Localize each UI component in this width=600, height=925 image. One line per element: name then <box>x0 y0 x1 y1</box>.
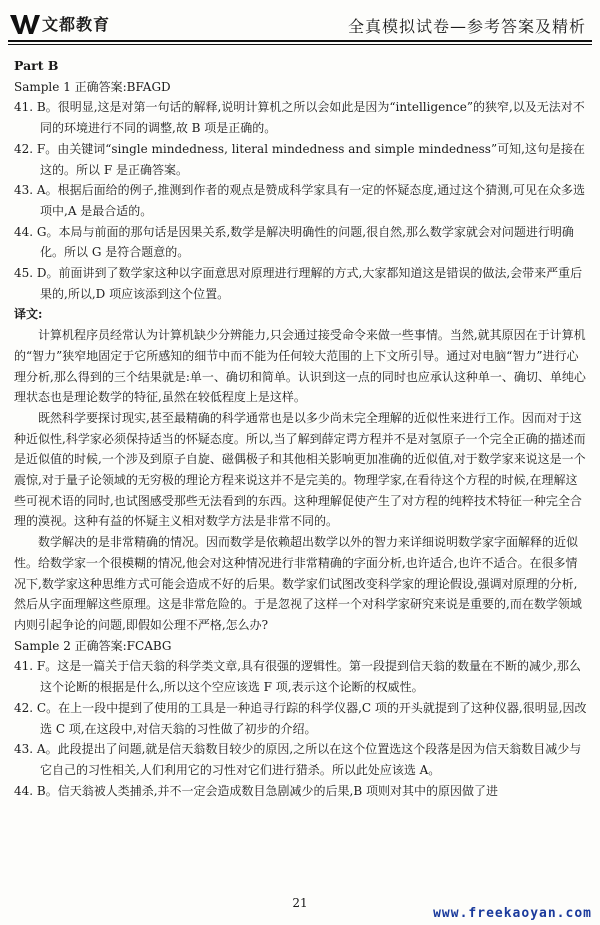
answer-item: 41. B。很明显,这是对第一句话的解释,说明计算机之所以会如此是因为“intelligence”的狭窄,以及无法对不同的环境进行不同的调整,故 B 项是正确的。 <box>14 100 585 136</box>
answer-item: 45. D。前面讲到了数学家这种以字面意思对原理进行理解的方式,大家都知道这是错误的做法,会带来严重后果的,所以,D 项应该添到这个位置。 <box>14 266 583 301</box>
translation-paragraph: 既然科学要探讨现实,甚至最精确的科学通常也是以多少尚未完全理解的近似性来进行工作。因而对于这种近似性,科学家必须保持适当的怀疑态度。所以,当了解到薛定谔方程并不是对氢原子一个完全正确的描述而是近似值的时候,一个涉及到原子自旋、磁偶极子和其他相关影响更加准确的近似值,对于数学家来说这是一个震惊,对于量子论领域的无穷极的理论方程来说这并不是完美的。物理学家,在看待这个方程的时候,在理解这些可视术语的同时,也试图感受那些无法看到的东西。这种理解促使产生了对方程的纯粹技术特征一种完全合理的漠视。这种有益的怀疑主义相对数学方法是非常不同的。 <box>14 410 586 529</box>
answer-item: 41. F。这是一篇关于信天翁的科学类文章,具有很强的逻辑性。第一段提到信天翁的数量在不断的减少,那么这个论断的根据是什么,所以这个空应该选 F 项,表示这个论断的权威性。 <box>14 659 581 695</box>
translation-label: 译文: <box>14 307 43 322</box>
page-header <box>0 0 600 46</box>
answer-item: 43. A。此段提出了问题,就是信天翁数目较少的原因,之所以在这个位置选这个段落是因为信天翁数目减少与它自己的习性相关,人们利用它的习性对它们进行猎杀。所以此处应该选 A。 <box>14 742 582 777</box>
answer-item: 43. A。根据后面给的例子,推测到作者的观点是赞成科学家具有一定的怀疑态度,通过这个猜测,可见在众多选项中,A 是最合适的。 <box>14 183 586 218</box>
part-title: Part B <box>14 58 59 73</box>
wendu-logo-icon <box>10 13 40 35</box>
sample2-answer: Sample 2 正确答案:FCABG <box>14 638 172 653</box>
answer-item: 44. B。信天翁被人类捕杀,并不一定会造成数目急剧减少的后果,B 项则对其中的原因做了进 <box>14 783 498 798</box>
answer-item: 42. C。在上一段中提到了使用的工具是一种追寻行踪的科学仪器,C 项的开头就提到了这种仪器,很明显,因改选 C 项,在这段中,对信天翁的习性做了初步的介绍。 <box>14 700 587 736</box>
answer-item: 44. G。本局与前面的那句话是因果关系,数学是解决明确性的问题,很自然,那么数学家就会对问题进行明确化。所以 G 是符合题意的。 <box>14 224 574 260</box>
answer-item: 42. F。由关键词“single mindedness, literal mindedness and simple mindedness”可知,这句是接在这的。所以 F 是正确答案。 <box>14 141 585 177</box>
brand-name: 文都教育 <box>42 15 111 34</box>
translation-paragraph: 数学解决的是非常精确的情况。因而数学是依赖超出数学以外的智力来详细说明数学家字面解释的近似性。给数学家一个很模糊的情况,他会对这种情况进行非常精确的字面分析,也许适合,也许不适合。在很多情况下,数学家这种思维方式可能会造成不好的后果。数学家们试图改变科学家的理论假设,强调对原理的分析,然后从字面理解这些原理。这是非常危险的。于是忽视了这样一个对科学家研究来说是重要的,而在数学领域内则引起争论的问题,即假如公理不严格,怎么办? <box>14 535 582 632</box>
answer-content <box>14 56 588 801</box>
header-title: 全真模拟试卷—参考答案及精析 <box>347 17 586 36</box>
header-divider <box>8 40 592 42</box>
watermark-url[interactable]: www.freekaoyan.com <box>433 906 592 921</box>
brand-logo <box>10 12 110 35</box>
sample1-answer: Sample 1 正确答案:BFAGD <box>14 79 171 94</box>
page-number: 21 <box>292 896 308 910</box>
header-divider-thin <box>8 44 592 45</box>
translation-paragraph: 计算机程序员经常认为计算机缺少分辨能力,只会通过接受命令来做一些事情。当然,就其原因在于计算机的“智力”狭窄地固定于它所感知的细节中而不能为任何较大范围的上下文所引导。通过对电脑“智力”进行心理分析,那么得到的三个结果就是:单一、确切和简单。认识到这一点的同时也应承认这种单一、确切、单纯心理状态也是理论数学的特征,虽然在较低程度上是这样。 <box>14 328 586 405</box>
